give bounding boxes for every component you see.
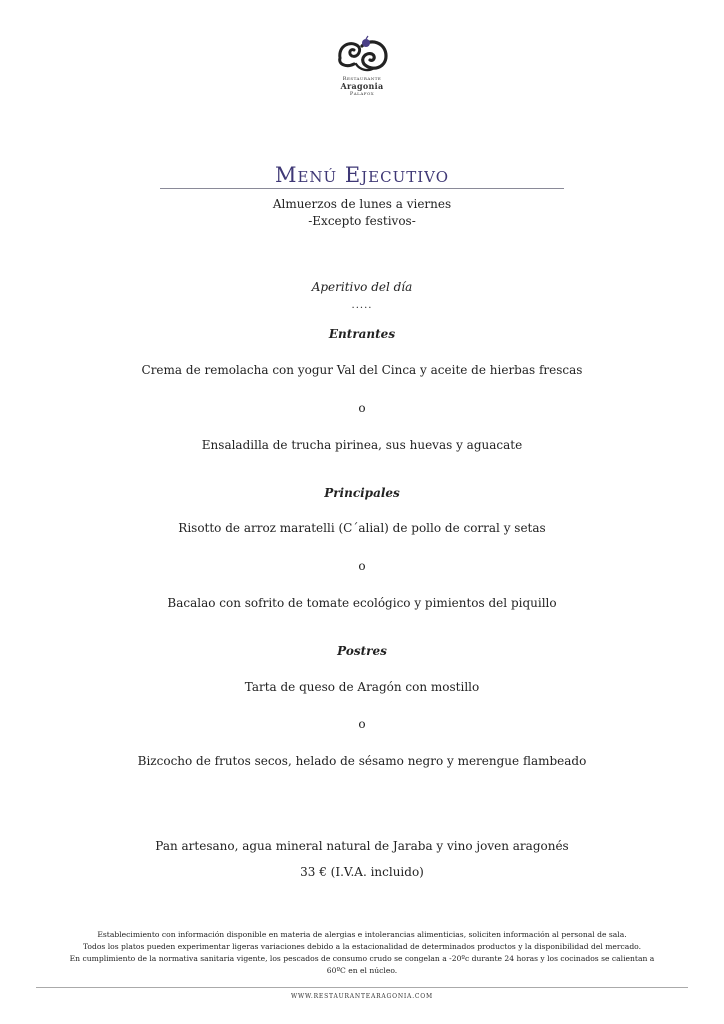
- heading-entrantes: Entrantes: [328, 327, 396, 341]
- footer-regulation-cont: 60ºC en el núcleo.: [326, 966, 398, 975]
- footer-divider: [36, 987, 688, 988]
- dish-principal-2: Bacalao con sofrito de tomate ecológico y pimientos del piquillo: [167, 596, 557, 610]
- menu-includes: Pan artesano, agua mineral natural de Jaraba y vino joven aragonés: [155, 839, 569, 853]
- dish-postre-1: Tarta de queso de Aragón con mostillo: [244, 680, 480, 694]
- dish-principal-1: Risotto de arroz maratelli (C´alial) de pollo de corral y setas: [178, 521, 546, 535]
- menu-title: Menú Ejecutivo: [274, 163, 450, 187]
- or-separator: o: [358, 559, 366, 573]
- footer-allergens: Establecimiento con información disponible en materia de alergias e intolerancias alimenticias, soliciten información al personal de sala.: [97, 930, 627, 939]
- dish-entrante-1: Crema de remolacha con yogur Val del Cinca y aceite de hierbas frescas: [141, 363, 583, 377]
- logo-name: Aragonia: [340, 81, 384, 91]
- separator-dots: .....: [351, 300, 373, 311]
- subtitle-days: Almuerzos de lunes a viernes: [272, 197, 452, 211]
- heading-postres: Postres: [337, 644, 387, 658]
- or-separator: o: [358, 717, 366, 731]
- website-link[interactable]: WWW.RESTAURANTEARAGONIA.COM: [291, 993, 433, 1000]
- logo-bottom-text: Palafox: [349, 91, 375, 97]
- restaurant-logo: [322, 34, 402, 118]
- dish-postre-2: Bizcocho de frutos secos, helado de sésamo negro y merengue flambeado: [137, 754, 587, 768]
- dish-entrante-2: Ensaladilla de trucha pirinea, sus huevas y aguacate: [201, 438, 523, 452]
- heading-principales: Principales: [324, 486, 400, 500]
- aragonia-emblem-icon: [332, 34, 392, 76]
- logo-top-text: Restaurante: [342, 76, 382, 82]
- footer-variations: Todos los platos pueden experimentar ligeras variaciones debido a la estacionalidad de determinados productos y la disponibilidad del mercado.: [82, 942, 642, 951]
- subtitle-exception: -Excepto festivos-: [308, 214, 416, 228]
- aperitivo-text: Aperitivo del día: [311, 280, 413, 294]
- footer-regulation: En cumplimiento de la normativa sanitaria vigente, los pescados de consumo crudo se congelan a -20ºc durante 24 horas y los cocinados se calientan a: [69, 954, 655, 963]
- menu-price: 33 € (I.V.A. incluido): [300, 865, 424, 879]
- or-separator: o: [358, 401, 366, 415]
- title-divider: [160, 188, 564, 189]
